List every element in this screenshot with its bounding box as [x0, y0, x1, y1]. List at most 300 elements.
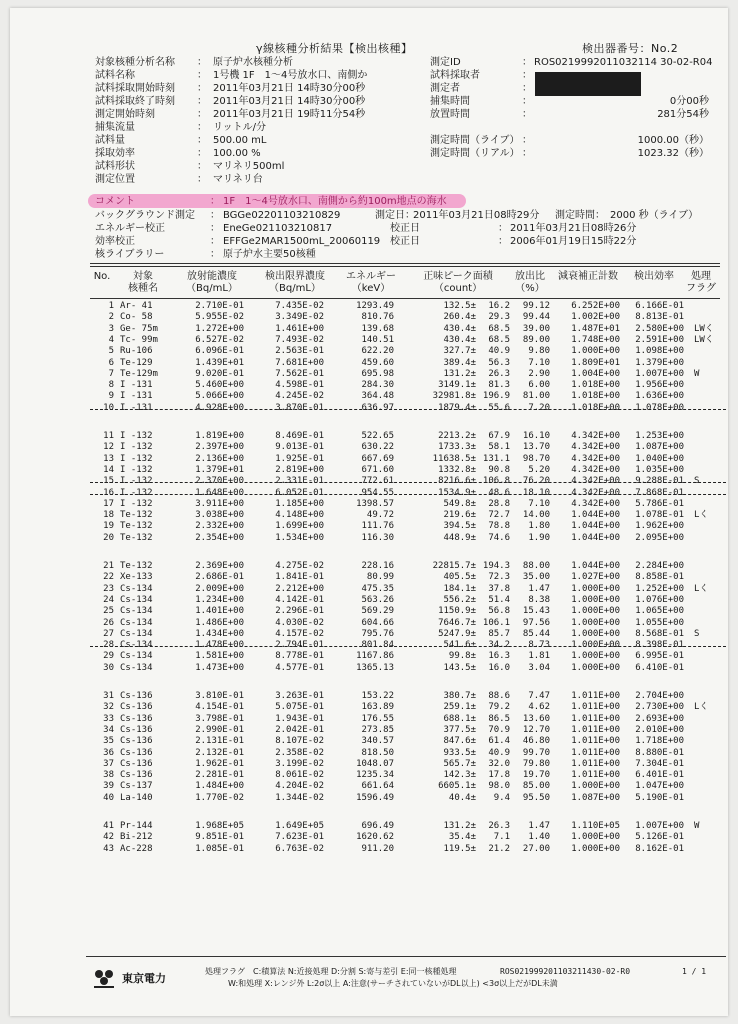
cell-lim: 5.075E-01: [275, 702, 324, 713]
cell-decay: 1.044E+00: [571, 532, 620, 543]
cell-nuc: Cs-136: [120, 747, 153, 758]
cell-err: 55.6: [488, 402, 510, 413]
cell-eff: 1.055E+00: [635, 617, 684, 628]
cell-err: 16.2: [488, 301, 510, 311]
cell-decay: 4.342E+00: [571, 453, 620, 464]
cell-lim: 1.925E-01: [275, 453, 324, 464]
table-row: [90, 369, 730, 380]
cell-nuc: La-140: [120, 792, 153, 803]
cell-act: 1.770E-02: [195, 792, 244, 803]
cell-en: 671.60: [361, 464, 394, 475]
table-row: [90, 335, 730, 346]
cell-peak: 259.1±: [443, 702, 476, 713]
table-row: [90, 793, 730, 804]
table-header-rule: [90, 298, 720, 299]
company-name: 東京電力: [122, 972, 166, 985]
cell-nuc: Te-132: [120, 521, 153, 532]
cell-act: 9.020E-01: [195, 368, 244, 379]
cell-no: 27: [103, 628, 114, 639]
cell-nuc: Te-132: [120, 532, 153, 543]
eff-cal-date-value: 2006年01月19日15時22分: [510, 236, 637, 247]
cell-act: 2.131E-01: [195, 736, 244, 747]
left-value: 1号機 1F 1～4号放水口、南側か: [213, 70, 368, 81]
cell-nuc: Cs-134: [120, 628, 153, 639]
col-nuclide: 対象 核種名: [128, 271, 158, 294]
cell-err: 16.3: [488, 651, 510, 662]
cell-no: 11: [103, 431, 114, 441]
cell-eff: 1.076E+00: [635, 594, 684, 605]
cell-act: 2.686E-01: [195, 572, 244, 583]
cell-en: 954.55: [361, 487, 394, 498]
cell-eff: 5.786E-01: [635, 498, 684, 509]
cell-peak: 565.7±: [443, 758, 476, 769]
cell-ratio: 3.04: [528, 662, 550, 673]
cell-ratio: 76.20: [522, 476, 550, 487]
cell-no: 6: [108, 357, 114, 368]
cell-decay: 4.342E+00: [571, 464, 620, 475]
cell-en: 801.84: [361, 640, 394, 651]
cell-flag: Lく: [694, 510, 709, 521]
cell-act: 2.132E-01: [195, 747, 244, 758]
cell-act: 1.379E+01: [195, 464, 244, 475]
cell-peak: 8216.6±: [438, 476, 476, 487]
cell-en: 116.30: [361, 532, 394, 543]
table-row: [90, 476, 730, 487]
cell-act: 1.478E+00: [195, 640, 244, 651]
cell-decay: 1.011E+00: [571, 736, 620, 747]
cell-lim: 7.435E-02: [275, 301, 324, 311]
cell-ratio: 98.70: [522, 453, 550, 464]
col-activity: 放射能濃度 （Bq/mL）: [186, 271, 238, 294]
cell-en: 772.61: [361, 476, 394, 487]
cell-ratio: 7.10: [528, 357, 550, 368]
cell-peak: 142.3±: [443, 770, 476, 781]
cell-ratio: 35.00: [522, 572, 550, 583]
cell-no: 18: [103, 510, 114, 521]
cell-no: 39: [103, 781, 114, 792]
cell-ratio: 89.00: [522, 334, 550, 345]
left-value: マリネリ500ml: [213, 161, 285, 172]
cell-ratio: 15.43: [522, 606, 550, 617]
cell-decay: 1.110E+05: [571, 821, 620, 831]
cell-ratio: 1.90: [528, 532, 550, 543]
cell-ratio: 99.44: [522, 312, 550, 323]
page-number: 1 / 1: [682, 967, 707, 976]
cell-err: 196.9: [482, 391, 510, 402]
cell-lim: 1.649E+05: [275, 821, 324, 831]
cell-lim: 3.349E-02: [275, 312, 324, 323]
table-row: [90, 454, 730, 465]
cell-no: 37: [103, 758, 114, 769]
cell-err: 106.1: [482, 617, 510, 628]
cell-eff: 1.098E+00: [635, 346, 684, 357]
cell-eff: 6.995E-01: [635, 651, 684, 662]
table-row: [90, 725, 730, 736]
eff-cal-date-label: 校正日: [390, 236, 420, 247]
library-value: 原子炉水主要50核種: [223, 249, 316, 260]
cell-nuc: Te-132: [120, 561, 153, 571]
cell-en: 1235.34: [356, 770, 394, 781]
energy-cal-date-label: 校正日: [390, 223, 420, 234]
cell-decay: 4.342E+00: [571, 442, 620, 453]
cell-peak: 5247.9±: [438, 628, 476, 639]
cell-en: 795.76: [361, 628, 394, 639]
tepco-logo-icon: [90, 966, 120, 990]
cell-decay: 1.809E+01: [571, 357, 620, 368]
cell-nuc: I -131: [120, 380, 153, 391]
cell-lim: 7.493E-02: [275, 334, 324, 345]
cell-nuc: Ar- 41: [120, 301, 153, 311]
cell-act: 2.136E+00: [195, 453, 244, 464]
cell-flag: W: [694, 368, 700, 379]
cell-act: 5.066E+00: [195, 391, 244, 402]
cell-en: 630.22: [361, 442, 394, 453]
cell-no: 4: [108, 334, 114, 345]
table-row: [90, 651, 730, 662]
cell-no: 34: [103, 724, 114, 735]
cell-peak: 184.1±: [443, 583, 476, 594]
cell-no: 40: [103, 792, 114, 803]
cell-nuc: Cs-136: [120, 724, 153, 735]
cell-no: 9: [108, 391, 114, 402]
cell-decay: 1.000E+00: [571, 781, 620, 792]
cell-en: 818.50: [361, 747, 394, 758]
col-decay: 減衰補正計数: [558, 271, 618, 282]
cell-err: 56.8: [488, 606, 510, 617]
comment-label: コメント: [95, 196, 135, 207]
cell-nuc: Bi-212: [120, 832, 153, 843]
cell-no: 8: [108, 380, 114, 391]
cell-flag: LWく: [694, 323, 714, 334]
cell-decay: 1.011E+00: [571, 770, 620, 781]
cell-eff: 1.253E+00: [635, 431, 684, 441]
cell-lim: 6.052E-01: [275, 487, 324, 498]
cell-act: 2.370E+00: [195, 476, 244, 487]
cell-eff: 1.087E+00: [635, 442, 684, 453]
col-limit: 検出限界濃度 （Bq/mL）: [265, 271, 325, 294]
left-value: 2011年03月21日 14時30分00秒: [213, 96, 366, 107]
cell-lim: 4.204E-02: [275, 781, 324, 792]
cell-no: 23: [103, 583, 114, 594]
cell-err: 194.3: [482, 561, 510, 571]
cell-nuc: I -132: [120, 464, 153, 475]
cell-eff: 6.410E-01: [635, 662, 684, 673]
cell-peak: 32981.8±: [432, 391, 476, 402]
tepco-logo: [90, 966, 120, 990]
strike-line: [90, 494, 726, 495]
table-row: [90, 499, 730, 510]
cell-en: 604.66: [361, 617, 394, 628]
cell-ratio: 79.80: [522, 758, 550, 769]
cell-flag: S: [694, 628, 700, 639]
cell-act: 1.401E+00: [195, 606, 244, 617]
cell-err: 28.8: [488, 498, 510, 509]
cell-ratio: 12.70: [522, 724, 550, 735]
cell-decay: 4.342E+00: [571, 487, 620, 498]
cell-en: 810.76: [361, 312, 394, 323]
cell-eff: 8.813E-01: [635, 312, 684, 323]
cell-lim: 8.778E-01: [275, 651, 324, 662]
table-row: [90, 821, 730, 832]
cell-lim: 3.263E-01: [275, 691, 324, 701]
cell-ratio: 1.47: [528, 821, 550, 831]
cell-en: 636.97: [361, 402, 394, 413]
cell-lim: 4.245E-02: [275, 391, 324, 402]
cell-en: 284.30: [361, 380, 394, 391]
cell-act: 1.434E+00: [195, 628, 244, 639]
cell-err: 85.7: [488, 628, 510, 639]
cell-ratio: 14.00: [522, 510, 550, 521]
cell-no: 25: [103, 606, 114, 617]
cell-eff: 5.126E-01: [635, 832, 684, 843]
cell-eff: 8.858E-01: [635, 572, 684, 583]
cell-no: 1: [108, 301, 114, 311]
cell-ratio: 1.80: [528, 521, 550, 532]
col-energy: エネルギー （keV）: [346, 271, 396, 294]
cell-act: 3.798E-01: [195, 713, 244, 724]
bg-time-label: 測定時間：: [555, 210, 605, 221]
table-row: [90, 736, 730, 747]
cell-act: 1.234E+00: [195, 594, 244, 605]
cell-err: 86.5: [488, 713, 510, 724]
cell-en: 1596.49: [356, 792, 394, 803]
cell-ratio: 1.47: [528, 583, 550, 594]
cell-err: 90.8: [488, 464, 510, 475]
left-label: 捕集流量: [95, 122, 135, 133]
left-value: 2011年03月21日 19時11分54秒: [213, 109, 366, 120]
cell-ratio: 7.10: [528, 498, 550, 509]
cell-nuc: Cs-134: [120, 640, 153, 651]
cell-eff: 7.868E-01: [635, 487, 684, 498]
col-ratio: 放出比 （%）: [515, 271, 545, 294]
right-label: 捕集時間: [430, 96, 470, 107]
cell-no: 21: [103, 561, 114, 571]
strike-line: [90, 482, 726, 483]
cell-act: 6.096E-01: [195, 346, 244, 357]
table-row: [90, 324, 730, 335]
table-row: [90, 510, 730, 521]
cell-decay: 1.000E+00: [571, 346, 620, 357]
cell-decay: 1.018E+00: [571, 380, 620, 391]
cell-peak: 430.4±: [443, 323, 476, 334]
cell-lim: 1.344E-02: [275, 792, 324, 803]
cell-eff: 1.065E+00: [635, 606, 684, 617]
cell-en: 111.76: [361, 521, 394, 532]
cell-err: 29.3: [488, 312, 510, 323]
cell-lim: 2.358E-02: [275, 747, 324, 758]
cell-peak: 541.6±: [443, 640, 476, 651]
cell-decay: 1.011E+00: [571, 713, 620, 724]
cell-lim: 7.623E-01: [275, 832, 324, 843]
cell-no: 43: [103, 843, 114, 854]
comment-value: 1F 1～4号放水口、南側から約100m地点の海水: [223, 196, 447, 207]
right-value: 1023.32（秒）: [637, 148, 709, 159]
cell-eff: 6.166E-01: [635, 301, 684, 311]
cell-en: 696.49: [361, 821, 394, 831]
cell-decay: 6.252E+00: [571, 301, 620, 311]
cell-lim: 2.042E-01: [275, 724, 324, 735]
cell-eff: 1.007E+00: [635, 821, 684, 831]
report-sheet: γ線核種分析結果【検出核種】 検出器番号：No.2 対象核種分析名称 ： 原子炉水核種分析 試料名称 ： 1号機 1F 1～4号放水口、南側か 試料採取開始時刻 ： 2011年03月21日 14時30分00秒 試料採取終了時刻 ： 2011年03月21日 14時30分00秒 測定開始時刻 ： 2011年03月21日 19時11分54秒 捕集流量 ： リットル/分 試料量 ： 500.00 mL 採取効率 ： 100.00 % 試料形状 ： マリネリ500ml 測定位置 ： マリネリ台 測定ID ： ROS0219992011032114 30-02-R04 試料採取者 ： 測定者 ： 捕集時間 ： 0分00秒 放置時間 ： 281分54秒 測定時間（ライブ） ： 1000.00（秒） 測定時間（リアル） ： 1023.32（秒） コメント ： 1F 1～4号放水口、南側から約100m地点の海水 バックグラウンド測定 ： BGGe02201103210829 測定日： 2011年03月21日08時29分 測定時間： 2000 秒（ライブ） エネルギー校正 ： EneGe021103210817 校正日 ： 2011年03月21日08時26分 効率校正 ： EFFGe2MAR1500mL_20060119 校正日 ： 2006年01月19日15時22分 核ライブラリー ： 原子炉水主要50核種 No. 対象 核種名 放射能濃度 （Bq/mL） 検出限界濃度 （Bq/mL） エネルギー （keV） 正味ピーク面積 （count） 放出比 （%） 減衰補正計数 検出効率 処理 フラグ 1 Ar- 41 2.710E-01 7.435E-02 1293.49 132.5± 16.2 99.12 6.252E+00 6.166E-01 2 Co- 58 5.955E-02 3.349E-02 810.76 260.4± 29.3 99.44 1.002E+00 8.813E-01 3 Ge- 75m 1.272E+00 1.461E+00 139.68 430.4± 68.5 39.00 1.487E+01 2.580E+00 LWく 4 Tc- 99m 6.527E-02 7.493E-02 140.51 430.4± 68.5 89.00 1.748E+00 2.591E+00 LWく 5 Ru-106 6.096E-01 2.563E-01 622.20 327.7± 40.9 9.80 1.000E+00 1.098E+00 6 Te-129 1.439E+01 7.681E+00 459.60 389.4± 56.3 7.10 1.809E+01 1.379E+00 7 Te-129m 9.020E-01 7.562E-01 695.98 131.2± 26.3 2.90 1.004E+00 1.007E+00 W 8 I -131 5.460E+00 4.598E-01 284.30 3149.1± 81.3 6.00 1.018E+00 1.956E+00 9 I -131 5.066E+00 4.245E-02 364.48 32981.8± 196.9 81.00 1.018E+00 1.636E+00 10 I -131 4.928E+00 3.870E-01 636.97 1879.4± 55.6 7.20 1.018E+00 1.078E+00 11 I -132 1.819E+00 8.469E-01 522.65 2213.2± 67.9 16.10 4.342E+00 1.253E+00 12 I -132 2.397E+00 9.013E-01 630.22 1733.3± 58.1 13.70 4.342E+00 1.087E+00 13 I -132 2.136E+00 1.925E-01 667.69 11638.5± 131.1 98.70 4.342E+00 1.040E+00 14 I -132 1.379E+01 2.819E+00 671.60 1332.8± 90.8 5.20 4.342E+00 1.035E+00 15 I -132 2.370E+00 2.331E-01 772.61 8216.6± 106.8 76.20 4.342E+00 9.288E-01 S 16 I -132 1.648E+00 6.052E-01 954.55 1534.9± 48.6 18.10 4.342E+00 7.868E-01 17 I -132 3.911E+00 1.185E+00 1398.57 549.8± 28.8 7.10 4.342E+00 5.786E-01 18 Te-132 3.038E+00 4.148E+00 49.72 219.6± 72.7 14.00 1.044E+00 1.078E-01 Lく 19 Te-132 2.332E+00 1.699E+00 111.76 394.5± 78.8 1.80 1.044E+00 1.962E+00 20 Te-132 2.354E+00 1.534E+00 116.30 448.9± 74.6 1.90 1.044E+00 2.095E+00 21 Te-132 2.369E+00 4.275E-02 228.16 22815.7± 194.3 88.00 1.044E+00 2.284E+00 22 Xe-133 2.686E-01 1.841E-01 80.99 405.5± 72.3 35.00 1.027E+00 8.858E-01 23 Cs-134 2.009E+00 2.212E+00 475.35 184.1± 37.8 1.47 1.000E+00 1.252E+00 Lく 24 Cs-134 1.234E+00 4.142E-01 563.26 556.2± 51.4 8.38 1.000E+00 1.076E+00 25 Cs-134 1.401E+00 2.296E-01 569.29 1150.9± 56.8 15.43 1.000E+00 1.065E+00 26 Cs-134 1.486E+00 4.030E-02 604.66 7646.7± 106.1 97.56 1.000E+00 1.055E+00 27 Cs-134 1.434E+00 4.157E-02 795.76 5247.9± 85.7 85.44 1.000E+00 8.568E-01 S 28 Cs-134 1.478E+00 2.794E-01 801.84 541.6± 34.2 8.73 1.000E+00 8.398E-01 29 Cs-134 1.581E+00 8.778E-01 1167.86 99.8± 16.3 1.81 1.000E+00 6.995E-01 30 Cs-134 1.473E+00 4.577E-01 1365.13 143.5± 16.0 3.04 1.000E+00 6.410E-01 31 Cs-136 3.810E-01 3.263E-01 153.22 380.7± 88.6 7.47 1.011E+00 2.704E+00 32 Cs-136 4.154E-01 5.075E-01 163.89 259.1± 79.2 4.62 1.011E+00 2.730E+00 Lく 33 Cs-136 3.798E-01 1.943E-01 176.55 688.1± 86.5 13.60 1.011E+00 2.693E+00 34 Cs-136 2.990E-01 2.042E-01 273.85 377.5± 70.9 12.70 1.011E+00 2.010E+00 35 Cs-136 2.131E-01 8.107E-02 340.57 847.6± 61.4 46.80 1.011E+00 1.718E+00 36 Cs-136 2.132E-01 2.358E-02 818.50 933.5± 40.9 99.70 1.011E+00 8.880E-01 37 Cs-136 1.962E-01 3.199E-02 1048.07 565.7± 32.0 79.80 1.011E+00 7.304E-01 38 Cs-136 2.281E-01 8.061E-02 1235.34 142.3± 17.8 19.70 1.011E+00 6.401E-01 39 Cs-137 1.484E+00 4.204E-02 661.64 6605.1± 98.0 85.00 1.000E+00 1.047E+00 40 La-140 1.770E-02 1.344E-02 1596.49 40.4± 9.4 95.50 1.087E+00 5.190E-01 41 Pr-144 1.968E+05 1.649E+05 696.49 131.2± 26.3 1.47 1.110E+05 1.007E+00 W 42 Bi-212 9.851E-01 7.623E-01 1620.62 35.4± 7.1 1.40 1.000E+00 5.126E-01 43 Ac-228 1.085E-01 6.763E-02 911.20 119.5± 21.2 27.00 1.000E+00 8.162E-01 東京電力 処理フラグ C:積算法 N:近接処理 D:分割 S:寄与差引 E:同一核種処理 W:和処理 X:レンジ外 L:2σ以上 A:注意(サーチされていないがDL以上) <3σ以上だがDL未満 ROS021999201103211430-02-R0 1 / 1: [10, 8, 728, 1016]
cell-en: 340.57: [361, 736, 394, 747]
cell-eff: 2.010E+00: [635, 724, 684, 735]
cell-nuc: Cs-136: [120, 736, 153, 747]
left-label: 試料採取終了時刻: [95, 96, 175, 107]
cell-decay: 1.011E+00: [571, 702, 620, 713]
cell-no: 41: [103, 821, 114, 831]
cell-act: 3.911E+00: [195, 498, 244, 509]
cell-no: 17: [103, 498, 114, 509]
cell-nuc: Cs-134: [120, 606, 153, 617]
cell-ratio: 85.44: [522, 628, 550, 639]
table-row: [90, 572, 730, 583]
cell-err: 106.8: [482, 476, 510, 487]
cell-eff: 1.047E+00: [635, 781, 684, 792]
cell-no: 38: [103, 770, 114, 781]
cell-en: 563.26: [361, 594, 394, 605]
cell-en: 475.35: [361, 583, 394, 594]
cell-eff: 1.078E-01: [635, 510, 684, 521]
table-row: [90, 759, 730, 770]
cell-en: 364.48: [361, 391, 394, 402]
cell-decay: 1.002E+00: [571, 312, 620, 323]
cell-act: 1.648E+00: [195, 487, 244, 498]
right-value: 0分00秒: [669, 96, 709, 107]
cell-eff: 2.693E+00: [635, 713, 684, 724]
cell-ratio: 88.00: [522, 561, 550, 571]
cell-ratio: 46.80: [522, 736, 550, 747]
cell-en: 911.20: [361, 843, 394, 854]
cell-no: 28: [103, 640, 114, 651]
cell-ratio: 2.90: [528, 368, 550, 379]
cell-decay: 1.087E+00: [571, 792, 620, 803]
cell-ratio: 13.60: [522, 713, 550, 724]
cell-decay: 1.044E+00: [571, 510, 620, 521]
strike-line: [90, 409, 726, 410]
cell-no: 2: [108, 312, 114, 323]
cell-lim: 4.142E-01: [275, 594, 324, 605]
cell-peak: 448.9±: [443, 532, 476, 543]
cell-nuc: Ge- 75m: [120, 323, 158, 334]
right-label: 測定時間（ライブ）: [430, 135, 520, 146]
comment-colon: ：: [210, 196, 220, 207]
sample-info-right: 測定ID ： ROS0219992011032114 30-02-R04 試料採取者 ： 測定者 ： 捕集時間 ： 0分00秒 放置時間 ： 281分54秒 測定時間（ライブ） ： 1000.00（秒） 測定時間（リアル） ： 1023.32（秒）: [430, 57, 713, 159]
cell-en: 176.55: [361, 713, 394, 724]
cell-en: 1167.86: [356, 651, 394, 662]
right-label: 測定時間（リアル）: [430, 148, 520, 159]
cell-ratio: 5.20: [528, 464, 550, 475]
cell-ratio: 99.12: [522, 301, 550, 311]
energy-cal-value: EneGe021103210817: [223, 223, 333, 234]
table-row: [90, 663, 730, 674]
cell-no: 14: [103, 464, 114, 475]
col-no: No.: [93, 271, 111, 282]
cell-err: 131.1: [482, 453, 510, 464]
cell-lim: 9.013E-01: [275, 442, 324, 453]
right-value: 281分54秒: [657, 109, 709, 120]
cell-ratio: 81.00: [522, 391, 550, 402]
table-row: [90, 618, 730, 629]
energy-cal-label: エネルギー校正: [95, 223, 165, 234]
cell-err: 58.1: [488, 442, 510, 453]
table-row: [90, 781, 730, 792]
cell-en: 228.16: [361, 561, 394, 571]
cell-peak: 219.6±: [443, 510, 476, 521]
cell-err: 34.2: [488, 640, 510, 651]
table-row: [90, 748, 730, 759]
cell-peak: 1150.9±: [438, 606, 476, 617]
cell-lim: 2.212E+00: [275, 583, 324, 594]
cell-eff: 1.035E+00: [635, 464, 684, 475]
cell-ratio: 1.81: [528, 651, 550, 662]
cell-no: 20: [103, 532, 114, 543]
cell-act: 1.968E+05: [195, 821, 244, 831]
cell-peak: 380.7±: [443, 691, 476, 701]
right-label: 放置時間: [430, 109, 470, 120]
cell-err: 26.3: [488, 821, 510, 831]
cell-decay: 1.018E+00: [571, 402, 620, 413]
strike-line: [90, 646, 726, 647]
cell-nuc: I -132: [120, 487, 153, 498]
cell-act: 1.486E+00: [195, 617, 244, 628]
cell-lim: 1.699E+00: [275, 521, 324, 532]
cell-nuc: Co- 58: [120, 312, 153, 323]
cell-act: 1.085E-01: [195, 843, 244, 854]
cell-eff: 2.704E+00: [635, 691, 684, 701]
cell-nuc: Cs-136: [120, 702, 153, 713]
cell-err: 88.6: [488, 691, 510, 701]
cell-en: 1398.57: [356, 498, 394, 509]
cell-lim: 8.107E-02: [275, 736, 324, 747]
cell-lim: 2.296E-01: [275, 606, 324, 617]
cell-act: 4.928E+00: [195, 402, 244, 413]
cell-eff: 8.398E-01: [635, 640, 684, 651]
table-row: [90, 391, 730, 402]
cell-no: 42: [103, 832, 114, 843]
cell-no: 7: [108, 368, 114, 379]
cell-eff: 1.252E+00: [635, 583, 684, 594]
table-row: [90, 380, 730, 391]
cell-en: 49.72: [366, 510, 394, 521]
cell-peak: 394.5±: [443, 521, 476, 532]
cell-no: 33: [103, 713, 114, 724]
table-row: [90, 832, 730, 843]
cell-lim: 1.943E-01: [275, 713, 324, 724]
cell-eff: 5.190E-01: [635, 792, 684, 803]
cell-nuc: Tc- 99m: [120, 334, 158, 345]
cell-decay: 4.342E+00: [571, 498, 620, 509]
cell-ratio: 13.70: [522, 442, 550, 453]
cell-peak: 389.4±: [443, 357, 476, 368]
cell-act: 1.819E+00: [195, 431, 244, 441]
cell-lim: 4.030E-02: [275, 617, 324, 628]
eff-cal-value: EFFGe2MAR1500mL_20060119: [223, 236, 381, 247]
cell-nuc: Ac-228: [120, 843, 153, 854]
cell-en: 1365.13: [356, 662, 394, 673]
cell-act: 1.484E+00: [195, 781, 244, 792]
cell-decay: 1.487E+01: [571, 323, 620, 334]
cell-no: 31: [103, 691, 114, 701]
footer-rule: [86, 956, 726, 957]
cell-nuc: I -132: [120, 476, 153, 487]
flag-legend-1: 処理フラグ C:積算法 N:近接処理 D:分割 S:寄与差引 E:同一核種処理: [205, 967, 457, 976]
cell-lim: 1.841E-01: [275, 572, 324, 583]
cell-nuc: I -132: [120, 453, 153, 464]
cell-eff: 1.962E+00: [635, 521, 684, 532]
cell-ratio: 97.56: [522, 617, 550, 628]
cell-eff: 6.401E-01: [635, 770, 684, 781]
cell-ratio: 1.40: [528, 832, 550, 843]
